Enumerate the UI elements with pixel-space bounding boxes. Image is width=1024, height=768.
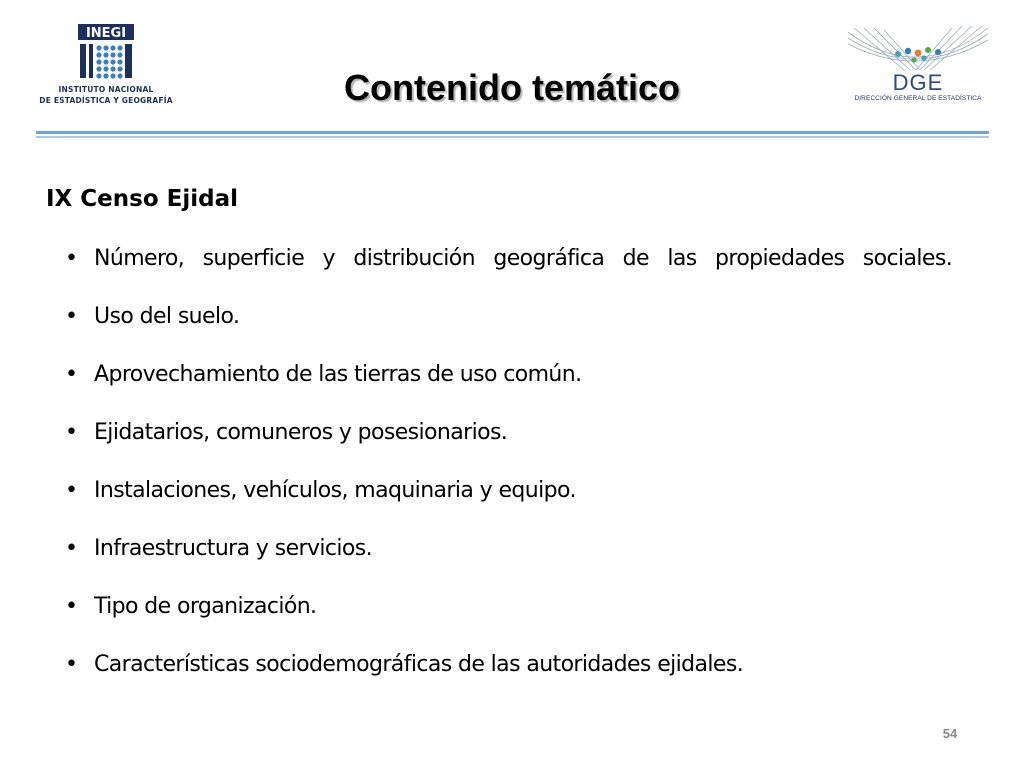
list-item: [62, 414, 980, 451]
inegi-caption-line2: DE ESTADÍSTICA Y GEOGRAFÍA: [39, 96, 173, 105]
dge-wordmark: DGE: [892, 70, 944, 94]
page-title: Contenido temático: [343, 67, 680, 108]
list-item: [62, 588, 980, 625]
list-item-text: Características sociodemográficas de las autoridades ejidales.: [94, 652, 744, 677]
page-number: 54: [942, 726, 958, 741]
bullet-icon: •: [65, 536, 78, 561]
bullet-icon: •: [65, 304, 78, 329]
divider-line-primary: [36, 131, 989, 134]
dge-emblem-icon: [844, 24, 992, 94]
bullet-icon: •: [65, 420, 78, 445]
list-item-text: Tipo de organización.: [94, 594, 317, 619]
divider-line-secondary: [36, 136, 989, 138]
list-item: [62, 298, 980, 335]
list-item: [62, 240, 980, 277]
dge-caption: DIRECCIÓN GENERAL DE ESTADÍSTICA: [854, 95, 982, 102]
list-item: [62, 530, 980, 567]
bullet-icon: •: [65, 246, 78, 271]
inegi-caption-line1: INSTITUTO NACIONAL: [58, 85, 154, 94]
inegi-wordmark: INEGI: [85, 26, 127, 41]
section-heading: IX Censo Ejidal: [46, 186, 238, 212]
list-item: [62, 646, 980, 683]
list-item-text: Instalaciones, vehículos, maquinaria y equipo.: [94, 478, 576, 503]
bullet-icon: •: [65, 652, 78, 677]
list-item: [62, 472, 980, 509]
header-divider: [36, 131, 989, 139]
bullet-icon: •: [65, 478, 78, 503]
list-item-text: Aprovechamiento de las tierras de uso común.: [94, 362, 582, 387]
list-item-text: Número, superficie y distribución geográfica de las propiedades sociales.: [94, 246, 953, 271]
list-item: [62, 356, 980, 393]
list-item-text: Uso del suelo.: [94, 304, 240, 329]
dge-logo: [844, 24, 992, 110]
bullet-icon: •: [65, 362, 78, 387]
bullet-icon: •: [65, 594, 78, 619]
list-item-text: Infraestructura y servicios.: [94, 536, 373, 561]
list-item-text: Ejidatarios, comuneros y posesionarios.: [94, 420, 508, 445]
topic-list: [62, 240, 980, 704]
